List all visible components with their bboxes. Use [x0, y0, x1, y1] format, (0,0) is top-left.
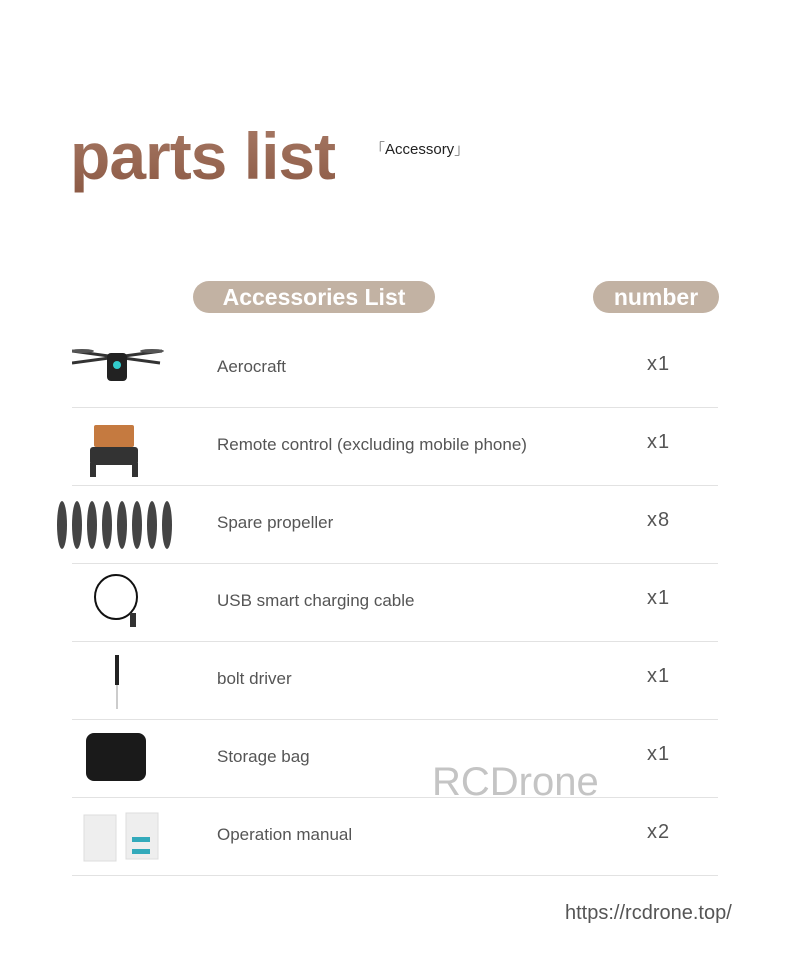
header-number: number — [593, 281, 719, 313]
screwdriver-icon — [72, 641, 192, 719]
remote-control-icon — [72, 407, 192, 485]
item-name: USB smart charging cable — [217, 591, 415, 610]
item-name: Remote control (excluding mobile phone) — [217, 435, 527, 454]
item-qty: x1 — [647, 587, 671, 609]
table-row — [72, 641, 718, 720]
item-name: Spare propeller — [217, 513, 334, 532]
storage-bag-icon — [72, 719, 192, 797]
table-row — [72, 797, 718, 876]
usb-cable-icon — [72, 563, 192, 641]
item-qty: x2 — [647, 821, 671, 843]
page-title: parts list — [70, 119, 336, 193]
footer-url: https://rcdrone.top/ — [565, 902, 732, 924]
table-row — [72, 719, 718, 798]
table-row — [72, 329, 718, 408]
manual-icon — [72, 797, 192, 875]
item-name: Aerocraft — [217, 357, 286, 376]
drone-icon — [72, 329, 192, 407]
table-row — [72, 563, 718, 642]
table-row — [72, 407, 718, 486]
propeller-icon — [56, 485, 186, 563]
item-name: Storage bag — [217, 747, 310, 766]
page-subtitle: 「Accessory」 — [370, 141, 470, 158]
item-qty: x8 — [647, 509, 671, 531]
item-qty: x1 — [647, 353, 671, 375]
item-qty: x1 — [647, 743, 671, 765]
watermark: RCDrone — [432, 760, 599, 804]
item-qty: x1 — [647, 431, 671, 453]
table-row — [72, 485, 718, 564]
item-name: bolt driver — [217, 669, 292, 688]
item-qty: x1 — [647, 665, 671, 687]
item-name: Operation manual — [217, 825, 353, 844]
header-accessories-list: Accessories List — [193, 281, 435, 313]
